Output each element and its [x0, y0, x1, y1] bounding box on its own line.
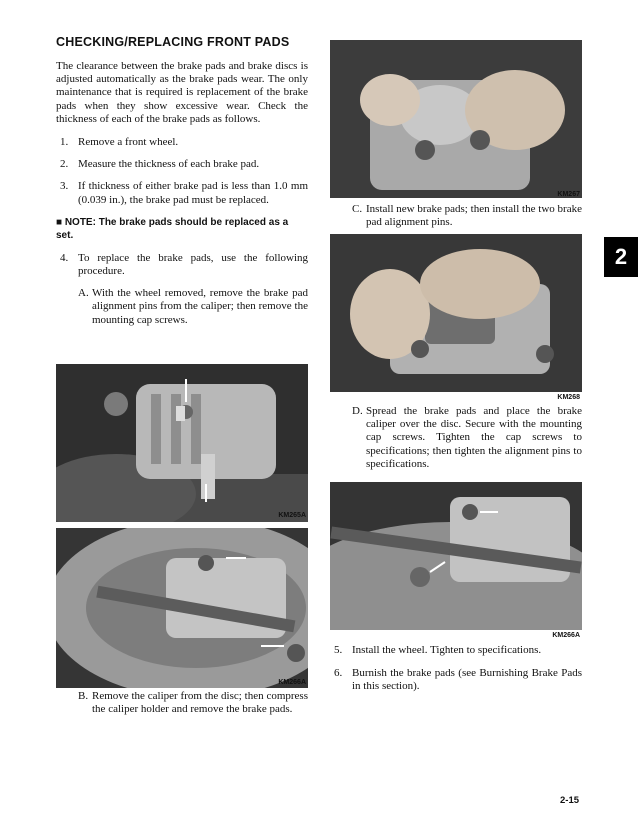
figure-label: KM265A: [278, 512, 306, 519]
step-number: 2.: [60, 158, 69, 171]
substep-letter: A.: [78, 287, 89, 300]
left-column: [56, 34, 308, 327]
figure-label: KM267: [557, 191, 580, 198]
intro-paragraph: The clearance between the brake pads and brake discs is adjusted automatically as the brake pads wear. The only maintenance that is required is replacement of the brake pads when they show excessive wear. Check the thickness of each of the brake pads as follows.: [56, 60, 308, 125]
step-4: [56, 252, 308, 278]
step-5: [330, 644, 582, 657]
note: ■ NOTE: The brake pads should be replaced as a set.: [56, 216, 289, 241]
substep-text: With the wheel removed, remove the brake pad alignment pins from the caliper; then remove the mounting cap screws.: [92, 287, 308, 326]
chapter-tab: 2: [604, 237, 638, 277]
substep-c: [352, 203, 582, 229]
step-6: [330, 667, 582, 693]
substep-letter: C.: [352, 203, 363, 215]
photo-caliper-installed: [330, 482, 582, 630]
substep-d: [352, 405, 582, 471]
step-2: [56, 158, 308, 171]
substep-text: Spread the brake pads and place the brake caliper over the disc. Secure with the mounting cap screws. Tighten the cap screws to specifications; then tighten the alignment pins to specifications.: [366, 405, 582, 470]
figure-label: KM266A: [278, 679, 306, 686]
step-3: [56, 180, 308, 206]
substep-letter: B.: [78, 690, 89, 702]
photo-spread-pads: [330, 234, 582, 392]
step-number: 4.: [60, 251, 69, 264]
step-number: 6.: [334, 667, 343, 679]
substep-a: [78, 287, 308, 327]
step-text: To replace the brake pads, use the following procedure.: [78, 251, 308, 278]
section-title: CHECKING/REPLACING FRONT PADS: [56, 35, 290, 49]
substep-b: [78, 690, 308, 716]
step-text: Remove a front wheel.: [78, 136, 179, 149]
step-text: Burnish the brake pads (see Burnishing Brake Pads in this section).: [352, 667, 582, 693]
page-number: 2-15: [560, 795, 580, 806]
step-1: [56, 136, 308, 149]
step-number: 1.: [60, 136, 69, 149]
figure-label: KM268: [557, 394, 580, 401]
substep-letter: D.: [352, 405, 363, 417]
step-text: If thickness of either brake pad is less than 1.0 mm (0.039 in.), the brake pad must be replaced.: [78, 180, 308, 206]
photo-caliper-pins: [56, 364, 308, 522]
step-text: Measure the thickness of each brake pad.: [78, 158, 260, 171]
step-text: Install the wheel. Tighten to specifications.: [352, 644, 542, 656]
photo-caliper-removed: [56, 528, 308, 688]
step-number: 5.: [334, 644, 343, 656]
substep-text: Install new brake pads; then install the two brake pad alignment pins.: [366, 203, 582, 229]
photo-new-pads: [330, 40, 582, 198]
substep-text: Remove the caliper from the disc; then compress the caliper holder and remove the brake pads.: [92, 690, 308, 716]
step-number: 3.: [60, 180, 69, 193]
figure-label: KM266A: [552, 632, 580, 639]
